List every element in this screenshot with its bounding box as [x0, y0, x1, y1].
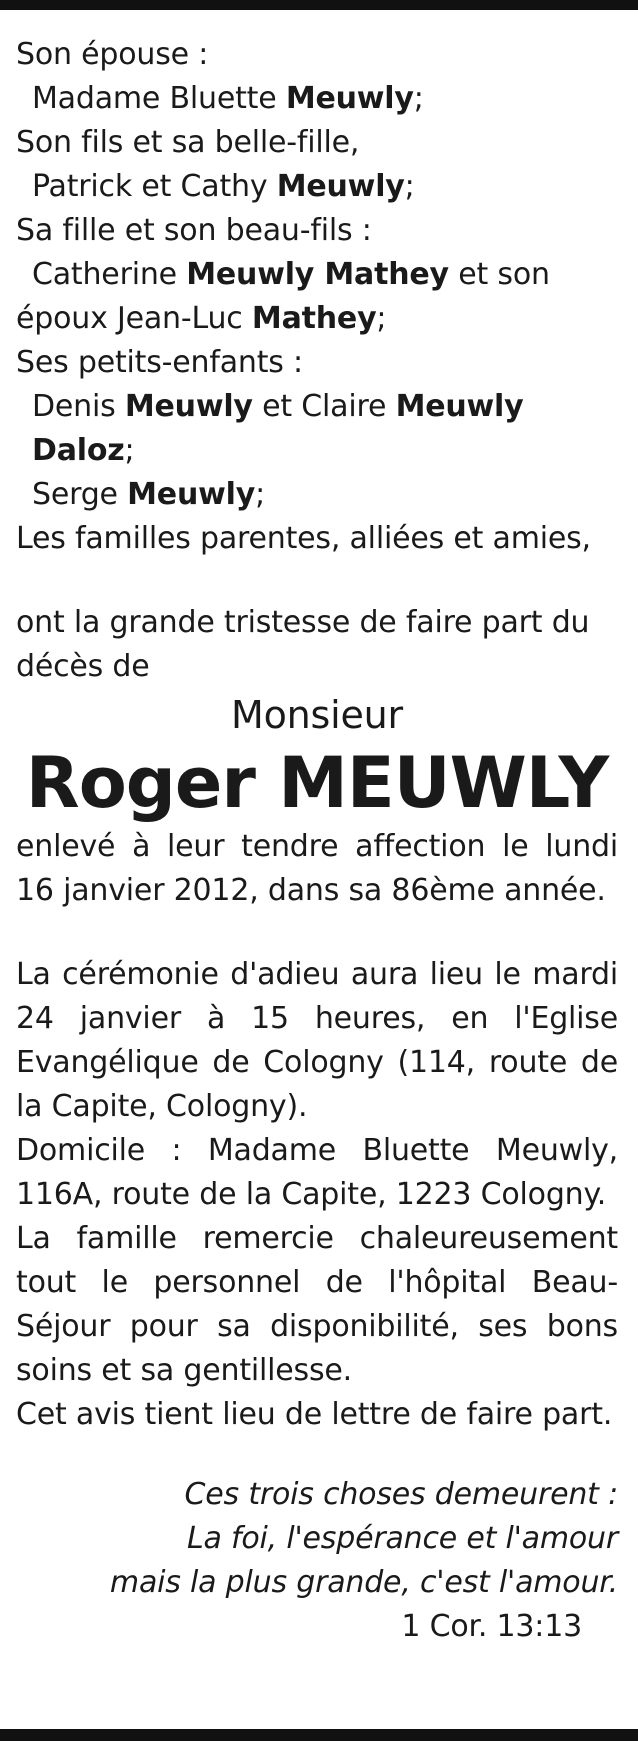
- quote-line: Ces trois choses demeurent :: [184, 1477, 618, 1512]
- family-line: Denis Meuwly et Claire Meuwly Daloz;: [32, 389, 524, 468]
- deceased-title: Monsieur: [231, 693, 403, 737]
- quote-reference: 1 Cor. 13:13: [401, 1609, 582, 1644]
- top-border: [0, 0, 638, 10]
- family-line: Serge Meuwly;: [32, 477, 265, 512]
- thanks-text: La famille remercie chaleureusement tout le personnel de l'hôpital Beau-Séjour pour sa disponibilité, ses bons soins et sa gentillesse.: [16, 1221, 618, 1388]
- family-line: Les familles parentes, alliées et amies,: [16, 521, 591, 556]
- death-notice: enlevé à leur tendre affection le lundi 16 janvier 2012, dans sa 86ème année.: [16, 829, 618, 908]
- quote-line: mais la plus grande, c'est l'amour.: [109, 1565, 618, 1600]
- family-line: Patrick et Cathy Meuwly;: [32, 169, 415, 204]
- family-line: époux Jean-Luc Mathey;: [16, 301, 387, 336]
- ceremony-info: La cérémonie d'adieu aura lieu le mardi 24 janvier à 15 heures, en l'Eglise Evangélique de Cologny (114, route de la Capite, Cologny).: [16, 957, 618, 1124]
- family-line: Catherine Meuwly Mathey et son: [32, 257, 550, 292]
- family-line: Sa fille et son beau-fils :: [16, 213, 372, 248]
- deceased-name: Roger MEUWLY: [25, 742, 609, 824]
- family-line: Madame Bluette Meuwly;: [32, 81, 424, 116]
- bottom-border: [0, 1729, 638, 1741]
- quote-line: La foi, l'espérance et l'amour: [187, 1521, 618, 1556]
- family-line: Ses petits-enfants :: [16, 345, 303, 380]
- notice-text: Cet avis tient lieu de lettre de faire part.: [16, 1397, 613, 1432]
- obituary-notice: [16, 33, 618, 1649]
- family-line: Son épouse :: [16, 37, 209, 72]
- bible-quote: [16, 1473, 618, 1605]
- domicile-info: Domicile : Madame Bluette Meuwly, 116A, route de la Capite, 1223 Cologny.: [16, 1133, 618, 1212]
- announcement-text: ont la grande tristesse de faire part du décès de: [16, 605, 590, 684]
- family-line: Son fils et sa belle-fille,: [16, 125, 360, 160]
